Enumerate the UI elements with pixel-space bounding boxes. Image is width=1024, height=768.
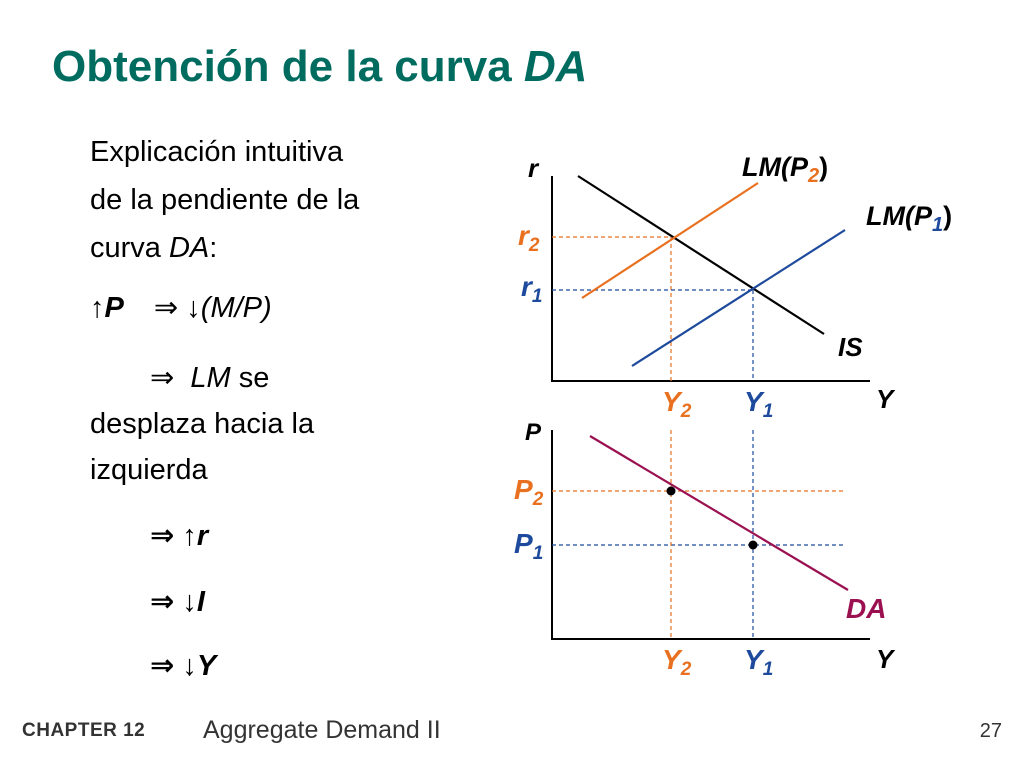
p2-label: $P_2$ <box>514 474 544 510</box>
step-lm-shift: ⇒ LM se <box>150 362 270 394</box>
page-number: 27 <box>979 720 1002 742</box>
r2-label: $r_2$ <box>518 220 540 256</box>
lm-p1-label: $LM(P_1)$ <box>866 201 953 236</box>
top-y1-label: $Y_1$ <box>744 386 774 422</box>
step-y-fall: ⇒ ↓Y <box>150 650 217 682</box>
da-curve <box>590 436 848 590</box>
step-r-rise: ⇒ ↑r <box>150 520 209 552</box>
top-x-axis-label: Y <box>876 384 894 414</box>
is-curve <box>578 176 824 334</box>
bottom-y-axis-label: P <box>525 419 542 446</box>
top-y-axis-label: r <box>528 153 539 183</box>
step-lm-shift-line-2: desplaza hacia la <box>90 408 315 440</box>
lm-p1-curve <box>632 230 845 366</box>
slide-title: Obtención de la curva DA <box>52 42 588 91</box>
lm-p2-curve <box>582 183 758 298</box>
is-label: IS <box>838 332 863 362</box>
equilibrium-point-2 <box>667 487 676 496</box>
bottom-panel <box>514 419 896 680</box>
step-i-fall: ⇒ ↓I <box>150 586 205 618</box>
da-label: DA <box>846 593 887 624</box>
p1-label: $P_1$ <box>514 528 544 564</box>
step-price-rise: ↑P ⇒ ↓(M/P) <box>90 292 272 324</box>
bottom-x-axis-label: Y <box>876 644 894 674</box>
bottom-y1-label: $Y_1$ <box>744 644 774 680</box>
top-y2-label: $Y_2$ <box>662 386 692 422</box>
r1-label: $r_1$ <box>521 271 543 307</box>
lm-p2-label: $LM(P_2)$ <box>742 152 829 187</box>
title-emphasis: DA <box>523 42 588 91</box>
explanation-line-2: de la pendiente de la <box>90 184 360 216</box>
equilibrium-point-1 <box>749 541 758 550</box>
footer-title: Aggregate Demand II <box>203 716 441 744</box>
explanation-line-1: Explicación intuitiva <box>90 136 344 168</box>
step-lm-shift-line-3: izquierda <box>90 454 208 486</box>
bottom-y2-label: $Y_2$ <box>662 644 692 680</box>
footer-chapter: CHAPTER 12 <box>22 720 146 741</box>
explanation-line-3: curva DA: <box>90 232 218 264</box>
top-panel <box>518 152 952 422</box>
